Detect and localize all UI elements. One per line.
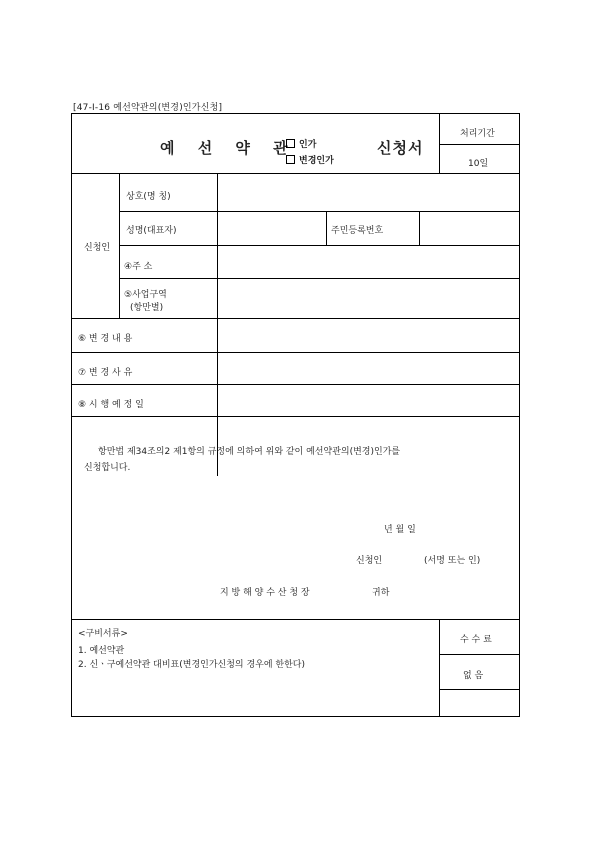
trade-name-field[interactable] bbox=[218, 174, 520, 211]
business-area-sub: (항만별) bbox=[130, 303, 164, 313]
divider bbox=[439, 619, 440, 717]
divider bbox=[439, 654, 520, 655]
application-form bbox=[71, 113, 520, 717]
statement-line1: 항만법 제34조의2 제1항의 규정에 의하여 위와 같이 예선약관의(변경)인가를 bbox=[98, 447, 401, 457]
change-reason-field[interactable] bbox=[218, 353, 520, 384]
business-area-label: ⑤사업구역 bbox=[124, 290, 167, 300]
effective-date-field[interactable] bbox=[218, 385, 520, 416]
divider bbox=[326, 211, 327, 245]
document-item-1: 1. 예선약관 bbox=[78, 646, 125, 656]
option-approval-label: 인가 bbox=[299, 140, 317, 150]
checkbox-icon[interactable] bbox=[286, 155, 295, 164]
option-change-approval[interactable] bbox=[286, 148, 334, 167]
rep-name-label: 성명(대표자) bbox=[126, 226, 177, 236]
divider bbox=[72, 619, 520, 620]
form-title-left: 예 선 약 관 bbox=[160, 139, 297, 157]
divider bbox=[439, 689, 520, 690]
fee-label: 수 수 료 bbox=[460, 635, 492, 645]
resident-no-field[interactable] bbox=[420, 212, 520, 245]
recipient-label: 지 방 해 양 수 산 청 장 bbox=[220, 588, 310, 598]
trade-name-label: 상호(명 칭) bbox=[126, 192, 171, 202]
document-item-2: 2. 신ㆍ구예선약관 대비표(변경인가신청의 경우에 한한다) bbox=[78, 660, 306, 670]
date-line: 년 월 일 bbox=[384, 525, 416, 535]
business-area-field[interactable] bbox=[218, 279, 520, 318]
form-title-right: 신청서 bbox=[377, 139, 424, 157]
processing-period-value: 10일 bbox=[468, 159, 489, 169]
applicant-section-label: 신청인 bbox=[84, 243, 111, 253]
processing-period-label: 처리기간 bbox=[460, 129, 495, 139]
change-content-label: ⑥ 변 경 내 용 bbox=[78, 334, 133, 344]
change-reason-label: ⑦ 변 경 사 유 bbox=[78, 368, 133, 378]
fee-value: 없 음 bbox=[463, 671, 484, 681]
checkbox-icon[interactable] bbox=[286, 139, 295, 148]
effective-date-label: ⑧ 시 행 예 정 일 bbox=[78, 400, 144, 410]
recipient-suffix: 귀하 bbox=[372, 588, 390, 598]
address-field[interactable] bbox=[218, 246, 520, 278]
documents-title: <구비서류> bbox=[78, 629, 128, 639]
rep-name-field[interactable] bbox=[218, 212, 325, 245]
form-code: [47-Ⅰ-16 예선약관의(변경)인가신청] bbox=[73, 103, 223, 113]
divider bbox=[439, 144, 520, 145]
option-change-approval-label: 변경인가 bbox=[299, 156, 334, 166]
statement-line2: 신청합니다. bbox=[84, 463, 131, 473]
resident-no-label: 주민등록번호 bbox=[331, 226, 384, 236]
signature-label: (서명 또는 인) bbox=[424, 556, 481, 566]
applicant-line: 신청인 bbox=[356, 556, 383, 566]
change-content-field[interactable] bbox=[218, 319, 520, 352]
address-label: ④주 소 bbox=[124, 262, 153, 272]
divider bbox=[72, 416, 520, 417]
